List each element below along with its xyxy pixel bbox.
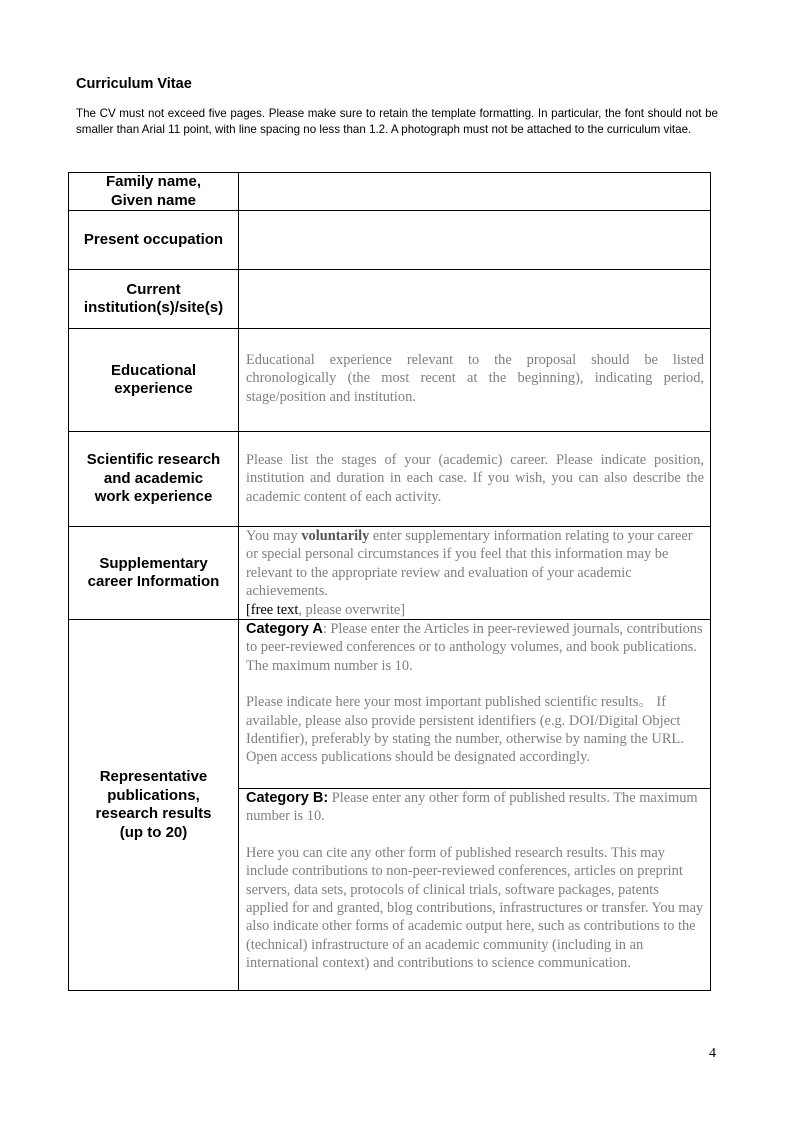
label-educational-experience: Educational experience: [69, 329, 239, 432]
table-row-name: [69, 173, 711, 211]
label-representative-publications: Representative publications, research results (up to 20): [69, 620, 239, 991]
table-row-institution: [69, 270, 711, 329]
category-b-heading: Category B:: [246, 790, 329, 807]
field-research-experience[interactable]: [239, 432, 711, 527]
label-current-institution: Current institution(s)/site(s): [69, 270, 239, 329]
intro-paragraph: The CV must not exceed five pages. Please make sure to retain the template formatting. In particular, the font should not be smaller than Arial 11 point, with line spacing no less than 1.2. A photograph must not be attached to the curriculum vitae.: [76, 107, 718, 137]
category-b-placeholder: Category B: Please enter any other form of published results. The maximum number is 10. Here you can cite any other form of published research results. This may include contributions to non-peer-reviewed conferences, articles on preprint servers, data sets, protocols of clinical trials, software packages, patents applied for and granted, blog contributions, infrastructures or transfer. You may also indicate other forms of academic output here, such as contributions to the (technical) infrastructure of an academic community (including in an international context) and contributions to science communication.: [246, 790, 704, 972]
page-number: 4: [709, 1046, 716, 1061]
table-row-publications-a: [69, 620, 711, 789]
research-placeholder: Please list the stages of your (academic) career. Please indicate position, institution and duration in each case. If you wish, you can also describe the academic content of each activity.: [246, 452, 704, 505]
table-row-supplementary: [69, 527, 711, 620]
field-family-name[interactable]: [239, 173, 711, 211]
page-title: Curriculum Vitae: [76, 76, 192, 92]
field-current-institution[interactable]: [239, 270, 711, 329]
category-a-heading: Category A: [246, 621, 323, 638]
field-supplementary-career[interactable]: [239, 527, 711, 620]
table-row-research: [69, 432, 711, 527]
label-research-experience: Scientific research and academic work experience: [69, 432, 239, 527]
cv-table: [68, 172, 711, 991]
field-category-a[interactable]: [239, 620, 711, 789]
label-supplementary-career: Supplementary career Information: [69, 527, 239, 620]
category-a-placeholder: Category A: Please enter the Articles in peer-reviewed journals, contributions to peer-reviewed conferences or to anthology volumes, and book publications. The maximum number is 10. Please indicate here your most important published scientific results。 If available, please also provide persistent identifiers (e.g. DOI/Digital Object Identifier), preferably by stating the number, otherwise by naming the URL. Open access publications should be designated accordingly.: [246, 621, 703, 766]
label-present-occupation: Present occupation: [69, 211, 239, 270]
table-row-education: [69, 329, 711, 432]
table-row-occupation: [69, 211, 711, 270]
supplementary-placeholder: You may voluntarily enter supplementary information relating to your career or special personal circumstances if you feel that this information may be relevant to the appropriate review and evaluation of your academic achievements. [free text, please overwrite]: [246, 528, 693, 618]
field-present-occupation[interactable]: [239, 211, 711, 270]
label-family-name: Family name, Given name: [69, 173, 239, 211]
field-category-b[interactable]: [239, 789, 711, 991]
field-educational-experience[interactable]: [239, 329, 711, 432]
educational-placeholder: Educational experience relevant to the proposal should be listed chronologically (the most recent at the beginning), indicating period, stage/position and institution.: [246, 352, 704, 405]
